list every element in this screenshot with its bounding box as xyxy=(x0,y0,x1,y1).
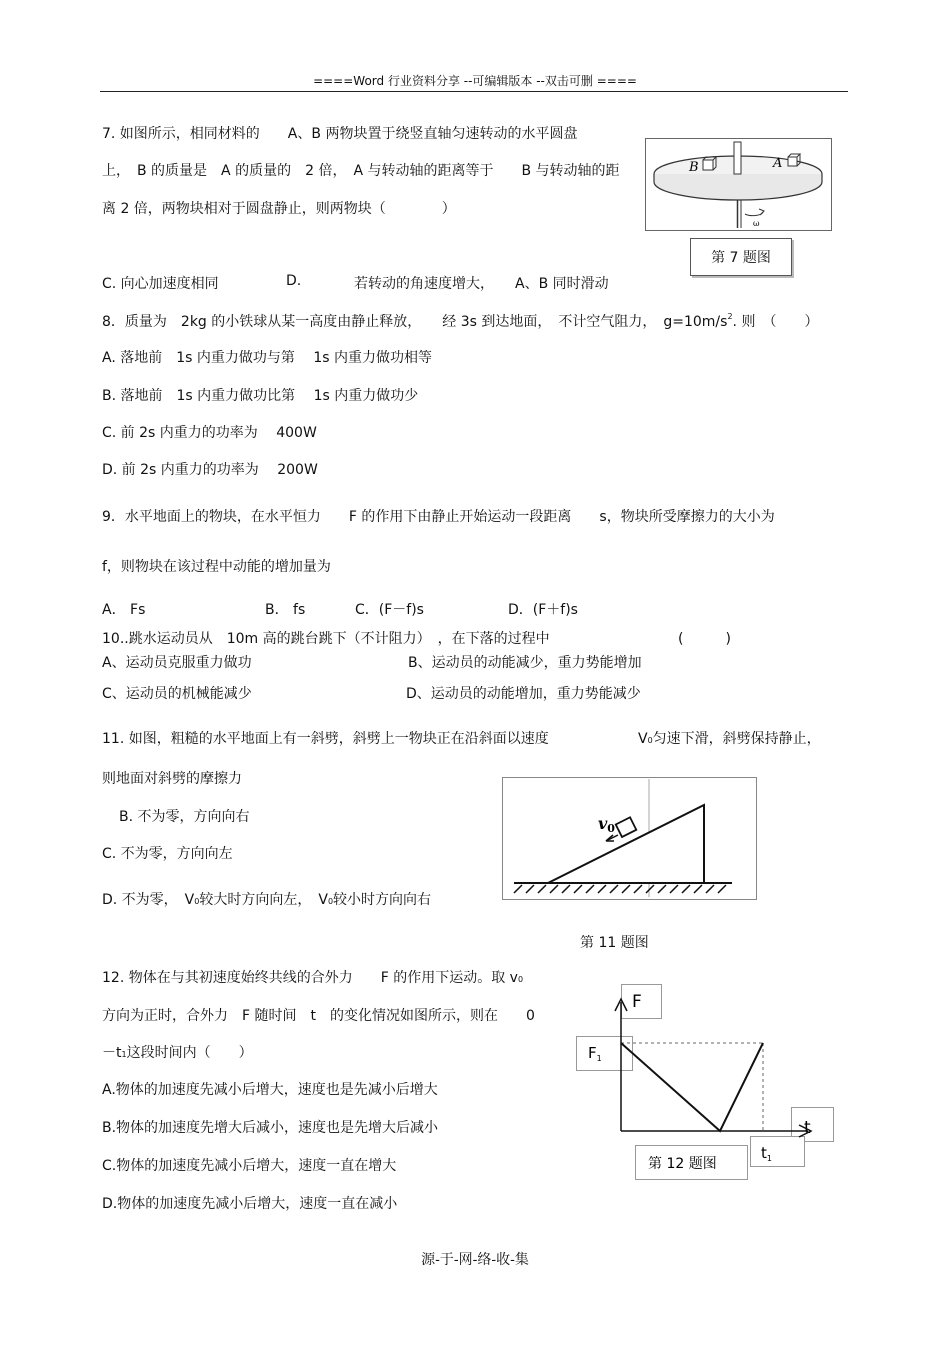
q7-line1: 7. 如图所示，相同材料的 A、B 两物块置于绕竖直轴匀速转动的水平圆盘 xyxy=(102,126,578,142)
q8-option-a: A. 落地前 1s 内重力做功与第 1s 内重力做功相等 xyxy=(102,350,432,366)
q7-caption: 第 7 题图 xyxy=(690,238,792,276)
q9-option-c: C．(F－f)s xyxy=(355,602,424,618)
omega-label: ω xyxy=(753,219,760,228)
q11-wedge-figure xyxy=(502,777,758,901)
axis-label-t: t xyxy=(804,1118,811,1138)
q10-option-b: B、运动员的动能减少，重力势能增加 xyxy=(408,655,642,671)
block-a xyxy=(788,157,797,166)
block-b xyxy=(703,160,713,170)
q12-option-c: C.物体的加速度先减小后增大，速度一直在增大 xyxy=(102,1158,397,1174)
q9-option-a: A． Fs xyxy=(102,602,146,618)
q8-option-c: C. 前 2s 内重力的功率为 400W xyxy=(102,425,317,441)
q12-option-a: A.物体的加速度先减小后增大，速度也是先减小后增大 xyxy=(102,1082,438,1098)
q10-option-a: A、运动员克服重力做功 xyxy=(102,655,252,671)
q12-line1: 12. 物体在与其初速度始终共线的合外力 F 的作用下运动。取 v0 xyxy=(102,970,524,986)
q11-line2: 则地面对斜劈的摩擦力 xyxy=(102,771,242,787)
q9-line1: 9．水平地面上的物块，在水平恒力 F 的作用下由静止开始运动一段距离 s，物块所受摩擦力的大小为 xyxy=(102,509,775,525)
q7-option-d-label: D. xyxy=(286,273,302,289)
q9-line2: f，则物块在该过程中动能的增加量为 xyxy=(102,559,331,575)
q11-caption: 第 11 题图 xyxy=(580,935,649,951)
v0-label: v0 xyxy=(598,814,615,835)
header-rule xyxy=(100,91,848,92)
page-footer: 源-于-网-络-收-集 xyxy=(421,1252,529,1268)
q7-line3: 离 2 倍，两物块相对于圆盘静止，则两物块（ ） xyxy=(102,201,456,217)
q9-option-b: B． fs xyxy=(265,602,306,618)
q12-line2: 方向为正时，合外力 F 随时间 t 的变化情况如图所示，则在 0 xyxy=(102,1008,535,1024)
q8-option-b: B. 落地前 1s 内重力做功比第 1s 内重力做功少 xyxy=(102,388,419,404)
page-header: ====Word 行业资料分享 --可编辑版本 --双击可删 ==== xyxy=(313,74,637,88)
q7-disc-figure xyxy=(645,138,833,232)
q9-option-d: D．(F＋f)s xyxy=(508,602,578,618)
q10-stem: 10..跳水运动员从 10m 高的跳台跳下（不计阻力） ，在下落的过程中 xyxy=(102,631,550,647)
label-box-t1 xyxy=(751,1137,805,1167)
disc-label-b: B xyxy=(689,160,699,175)
disc-label-a: A xyxy=(773,156,783,171)
q12-option-b: B.物体的加速度先增大后减小，速度也是先增大后减小 xyxy=(102,1120,439,1136)
label-t1: $t_1$ xyxy=(761,1144,772,1163)
q8-option-d: D. 前 2s 内重力的功率为 200W xyxy=(102,462,318,478)
q10-option-d: D、运动员的动能增加，重力势能减少 xyxy=(406,686,641,702)
axis-label-f: F xyxy=(632,992,642,1012)
q10-option-c: C、运动员的机械能减少 xyxy=(102,686,252,702)
q12-force-graph xyxy=(570,980,842,1182)
q11-line1-end: V0匀速下滑，斜劈保持静止， xyxy=(638,731,821,747)
label-box-f1 xyxy=(577,1037,633,1071)
q11-option-c: C. 不为零，方向向左 xyxy=(102,846,233,862)
label-f1: $F_1$ xyxy=(588,1044,602,1063)
q7-option-d-text: 若转动的角速度增大， A、B 同时滑动 xyxy=(354,276,609,292)
q12-line3: －t1这段时间内（ ） xyxy=(102,1045,253,1061)
q12-option-d: D.物体的加速度先减小后增大，速度一直在减小 xyxy=(102,1196,398,1212)
q11-option-b: B. 不为零，方向向右 xyxy=(119,809,250,825)
q11-option-d: D. 不为零， V0较大时方向向左， V0较小时方向向右 xyxy=(102,892,432,908)
q11-line1: 11. 如图，粗糙的水平地面上有一斜劈，斜劈上一物块正在沿斜面以速度 xyxy=(102,731,549,747)
q7-option-c: C. 向心加速度相同 xyxy=(102,276,219,292)
q7-line2: 上， B 的质量是 A 的质量的 2 倍， A 与转动轴的距离等于 B 与转动轴的距 xyxy=(102,163,620,179)
q8-stem: 8．质量为 2kg 的小铁球从某一高度由静止释放， 经 3s 到达地面， 不计空气阻力， $g=10m/s^2$. 则 （ ） xyxy=(102,312,819,330)
q10-answer-paren: ( ) xyxy=(678,631,731,647)
force-curve xyxy=(621,1043,763,1131)
q12-caption: 第 12 题图 xyxy=(648,1156,717,1172)
axis-top xyxy=(734,142,741,174)
